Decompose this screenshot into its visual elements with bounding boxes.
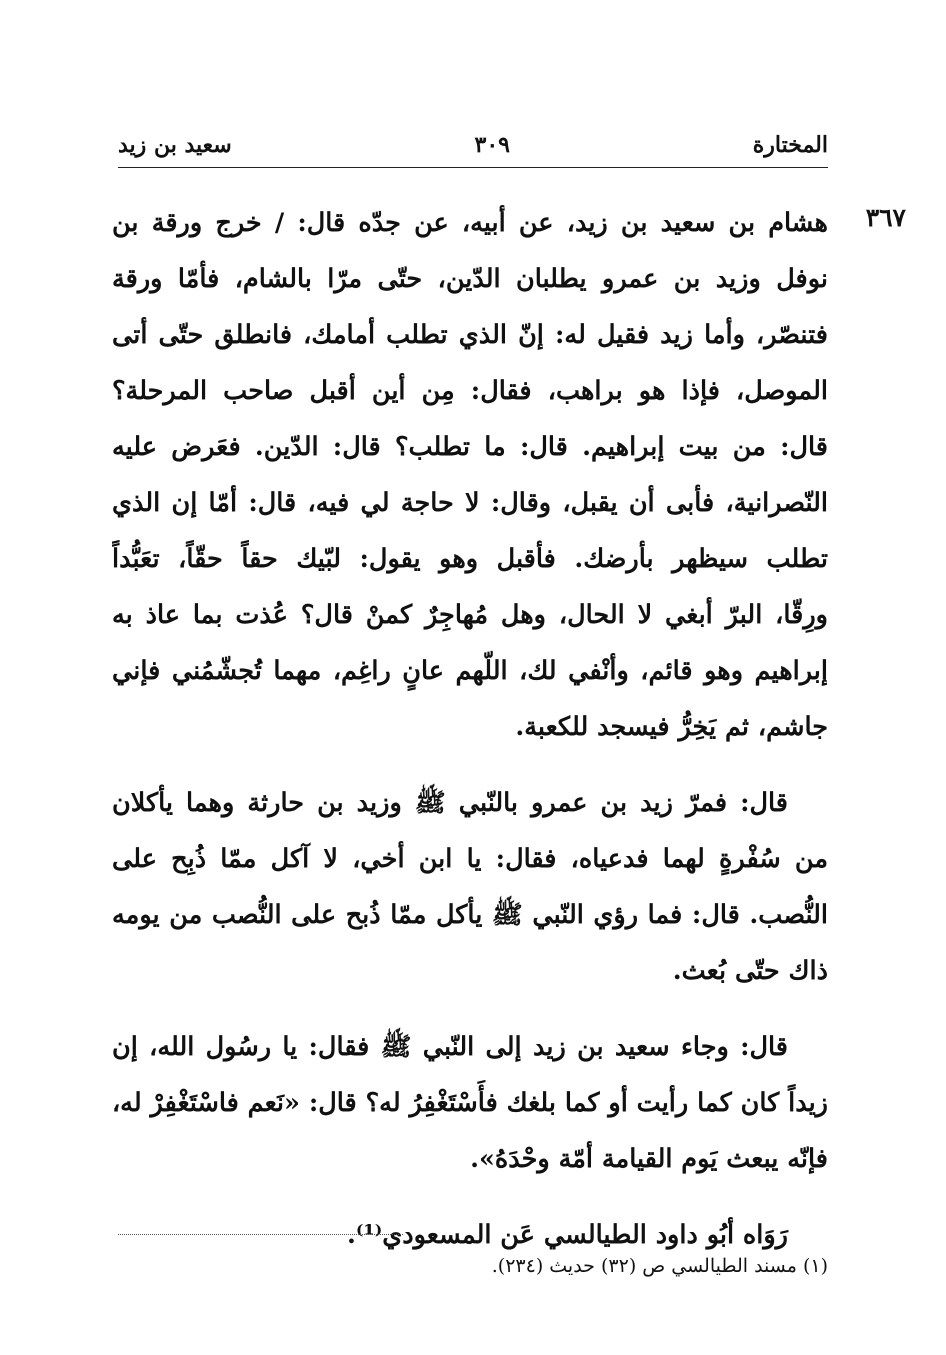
text-line: النّصرانية، فأبى أن يقبل، وقال: لا حاجة لي فيه، قال: أمّا إن الذي	[112, 488, 828, 518]
main-text	[112, 195, 828, 1263]
text-line: الموصل، فإذا هو براهب، فقال: مِن أين أقبل صاحب المرحلة؟	[112, 376, 828, 406]
page-header	[118, 125, 828, 165]
text-line: رَوَاه أبُو داود الطيالسي عَن المسعودي⁽¹⁾.	[347, 1220, 788, 1250]
text-line: تطلب سيظهر بأرضك. فأقبل وهو يقول: لبّيك حقاً حقّاً، تعَبُّداً	[112, 544, 828, 574]
header-chapter-title: سعيد بن زيد	[118, 132, 232, 158]
text-line: ذاك حتّى بُعث.	[672, 956, 828, 986]
header-book-title: المختارة	[752, 132, 828, 158]
page-number: ٣٠٩	[474, 132, 510, 158]
text-line: فتنصّر، وأما زيد فقيل له: إنّ الذي تطلب أمامك، فانطلق حتّى أتى	[112, 320, 828, 350]
footnote-rule	[118, 1234, 403, 1235]
text-line: النُّصب. قال: فما رؤي النّبي ﷺ يأكل ممّا ذُبح على النُّصب من يومه	[112, 900, 828, 930]
footnote: (١) مسند الطيالسي ص (٣٢) حديث (٢٣٤).	[491, 1255, 828, 1277]
hadith-number: ٣٦٧	[865, 203, 906, 232]
text-line: زيداً كان كما رأيت أو كما بلغك فأَسْتَغْفِرُ له؟ قال: «نَعم فاسْتَغْفِرْ له،	[112, 1088, 828, 1118]
text-line: من سُفْرةٍ لهما فدعياه، فقال: يا ابن أخي، لا آكل ممّا ذُبِح على	[112, 844, 828, 874]
text-line: إبراهيم وهو قائم، وأنْفي لك، اللّهم عانٍ راغِم، مهما تُجشّمُني فإني	[112, 656, 828, 686]
text-line: قال: وجاء سعيد بن زيد إلى النّبي ﷺ فقال: يا رسُول الله، إن	[112, 1032, 788, 1062]
text-line: قال: فمرّ زيد بن عمرو بالنّبي ﷺ وزيد بن حارثة وهما يأكلان	[112, 788, 788, 818]
paragraph-gap	[112, 999, 828, 1019]
text-line: جاشم، ثم يَخِرُّ فيسجد للكعبة.	[515, 712, 828, 742]
text-line: فإنّه يبعث يَوم القيامة أمّة وحْدَهُ».	[470, 1144, 828, 1174]
text-line: هشام بن سعيد بن زيد، عن أبيه، عن جدّه قال: / خرج ورقة بن	[112, 208, 828, 238]
text-line: ورِقّا، البرّ أبغي لا الحال، وهل مُهاجِرٌ كمنْ قال؟ عُذت بما عاذ به	[112, 600, 828, 630]
text-line: قال: من بيت إبراهيم. قال: ما تطلب؟ قال: الدّين. فعَرض عليه	[112, 432, 828, 462]
paragraph-gap	[112, 755, 828, 775]
header-rule	[118, 167, 828, 168]
paragraph-gap	[112, 1187, 828, 1207]
text-line: نوفل وزيد بن عمرو يطلبان الدّين، حتّى مرّا بالشام، فأمّا ورقة	[112, 264, 828, 294]
